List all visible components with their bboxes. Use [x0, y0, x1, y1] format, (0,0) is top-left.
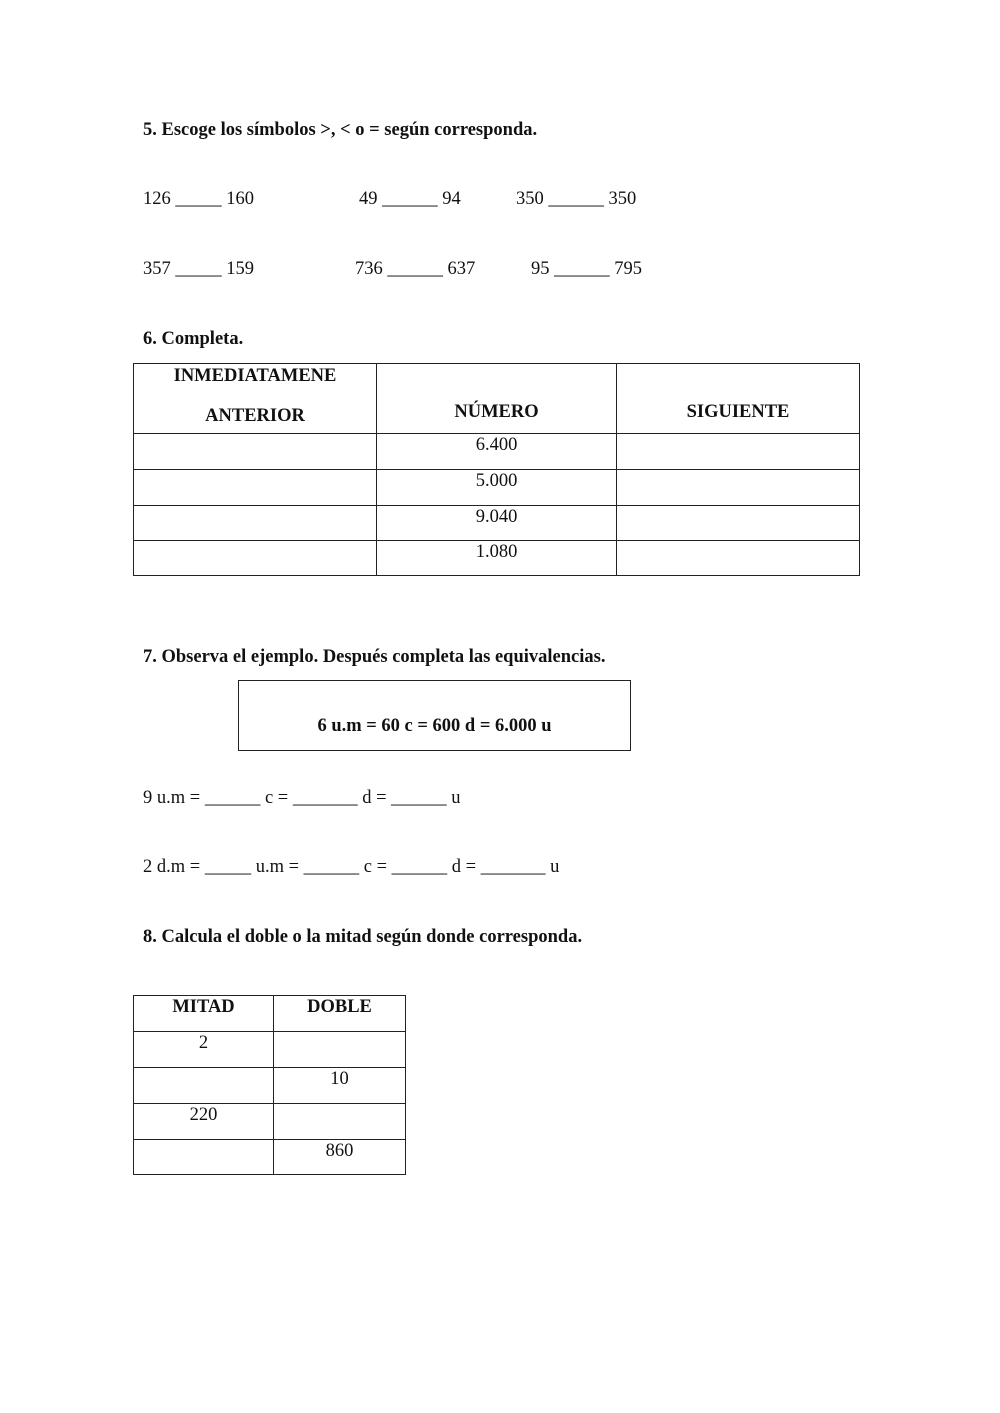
- q7-title: 7. Observa el ejemplo. Después completa las equivalencias.: [143, 647, 606, 667]
- q5-item-5[interactable]: 736 ______ 637: [355, 259, 476, 279]
- q6-header-row: [134, 364, 860, 434]
- q6-cell-numero: 1.080: [377, 541, 617, 576]
- q6-cell-siguiente[interactable]: [617, 470, 860, 506]
- table-row: [134, 470, 860, 506]
- q8-header-doble: DOBLE: [274, 996, 406, 1032]
- table-row: [134, 1140, 406, 1175]
- q5-item-2[interactable]: 49 ______ 94: [359, 189, 461, 209]
- q5-item-3[interactable]: 350 ______ 350: [516, 189, 637, 209]
- q7-line-1[interactable]: 9 u.m = ______ c = _______ d = ______ u: [143, 788, 461, 808]
- q6-table: [133, 363, 860, 576]
- q6-header-anterior-line2: ANTERIOR: [205, 406, 305, 426]
- q6-cell-numero: 6.400: [377, 434, 617, 470]
- q6-title: 6. Completa.: [143, 329, 244, 349]
- table-row: [134, 1032, 406, 1068]
- table-row: [134, 1104, 406, 1140]
- q8-cell-doble[interactable]: [274, 1104, 406, 1140]
- q6-cell-numero: 9.040: [377, 506, 617, 541]
- q7-line-2[interactable]: 2 d.m = _____ u.m = ______ c = ______ d = _______ u: [143, 857, 560, 877]
- q6-header-anterior: [134, 364, 377, 434]
- q6-cell-siguiente[interactable]: [617, 506, 860, 541]
- q6-cell-anterior[interactable]: [134, 434, 377, 470]
- q5-item-4[interactable]: 357 _____ 159: [143, 259, 254, 279]
- q6-header-numero: NÚMERO: [377, 364, 617, 434]
- q8-cell-mitad[interactable]: [134, 1068, 274, 1104]
- q6-cell-numero: 5.000: [377, 470, 617, 506]
- q5-item-6[interactable]: 95 ______ 795: [531, 259, 642, 279]
- table-row: [134, 434, 860, 470]
- q8-cell-mitad[interactable]: [134, 1140, 274, 1175]
- q8-cell-mitad: 220: [134, 1104, 274, 1140]
- q7-example-text: 6 u.m = 60 c = 600 d = 6.000 u: [317, 716, 552, 736]
- q8-header-row: [134, 996, 406, 1032]
- q6-cell-anterior[interactable]: [134, 541, 377, 576]
- q6-cell-siguiente[interactable]: [617, 541, 860, 576]
- q8-cell-mitad: 2: [134, 1032, 274, 1068]
- q7-example-box: [238, 680, 631, 751]
- q8-cell-doble[interactable]: [274, 1032, 406, 1068]
- table-row: [134, 541, 860, 576]
- q5-item-1[interactable]: 126 _____ 160: [143, 189, 254, 209]
- q8-cell-doble: 860: [274, 1140, 406, 1175]
- q8-title: 8. Calcula el doble o la mitad según donde corresponda.: [143, 927, 583, 947]
- q6-cell-anterior[interactable]: [134, 470, 377, 506]
- table-row: [134, 506, 860, 541]
- q6-cell-anterior[interactable]: [134, 506, 377, 541]
- q6-cell-siguiente[interactable]: [617, 434, 860, 470]
- q8-cell-doble: 10: [274, 1068, 406, 1104]
- q8-table: [133, 995, 406, 1175]
- q6-header-siguiente: SIGUIENTE: [617, 364, 860, 434]
- table-row: [134, 1068, 406, 1104]
- q5-title: 5. Escoge los símbolos >, < o = según corresponda.: [143, 120, 538, 140]
- q6-header-anterior-line1: INMEDIATAMENE: [173, 366, 337, 386]
- q8-header-mitad: MITAD: [134, 996, 274, 1032]
